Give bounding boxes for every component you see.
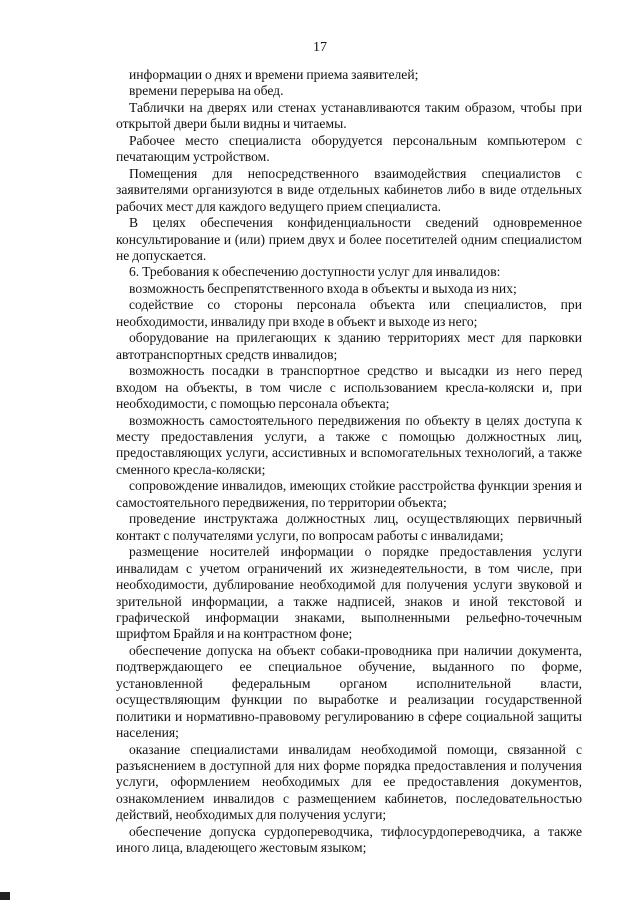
list-item: проведение инструктажа должностных лиц, осуществляющих первичный контакт с получателями услуги, по вопросам работы с инвалидами; [116, 511, 582, 543]
list-item: сопровождение инвалидов, имеющих стойкие расстройства функции зрения и самостоятельного передвижения, по территории объекта; [116, 478, 582, 510]
list-item: оборудование на прилегающих к зданию территориях мест для парковки автотранспортных средств инвалидов; [116, 330, 582, 362]
list-item: обеспечение допуска сурдопереводчика, тифлосурдопереводчика, а также иного лица, владеющего жестовым языком; [116, 823, 582, 856]
page-number: 17 [313, 40, 327, 55]
body-text [116, 67, 582, 857]
section-heading: 6. Требования к обеспечению доступности услуг для инвалидов: [129, 264, 501, 280]
paragraph-5: Помещения для непосредственного взаимодействия специалистов с заявителями организуются в виде отдельных кабинетов либо в виде отдельных рабочих мест для каждого ведущего прием специалиста. [116, 165, 582, 214]
scan-edge-mark [0, 892, 10, 900]
list-item: возможность самостоятельного передвижения по объекту в целях доступа к месту предоставления услуги, а также с помощью должностных лиц, предоставляющих услуги, ассистивных и вспомогательных технологий, а также сменного кресла-коляски; [116, 412, 582, 477]
list-item: обеспечение допуска на объект собаки-проводника при наличии документа, подтверждающего ее специальное обучение, выданного по форме, установленной федеральным органом исполнительной власти, осуществляющим функции по выработке и реализации государственной политики и нормативно-правовому регулированию в сфере социальной защиты населения; [116, 642, 582, 741]
paragraph-3: Таблички на дверях или стенах устанавливаются таким образом, чтобы при открытой двери были видны и читаемы. [116, 99, 582, 132]
paragraph-1: информации о днях и времени приема заявителей; [129, 67, 419, 82]
paragraph-6: В целях обеспечения конфиденциальности сведений одновременное консультирование и (или) прием двух и более посетителей одним специалистом не допускается. [116, 215, 582, 263]
list-item: возможность посадки в транспортное средство и высадки из него перед входом на объекты, в том числе с использованием кресла-коляски и, при необходимости, с помощью персонала объекта; [116, 363, 582, 412]
list-item: возможность беспрепятственного входа в объекты и выхода из них; [129, 280, 517, 296]
list-item: оказание специалистами инвалидам необходимой помощи, связанной с разъяснением в доступной для них форме порядка предоставления и получения услуги, оформлением необходимых для ее предоставления документов, ознакомлением инвалидов с размещением кабинетов, последовательностью действий, необходимых для получения услуги; [116, 741, 582, 823]
list-item: содействие со стороны персонала объекта или специалистов, при необходимости, инвалиду при входе в объект и выходе из него; [116, 297, 582, 329]
paragraph-2: времени перерыва на обед. [129, 83, 284, 99]
paragraph-4: Рабочее место специалиста оборудуется персональным компьютером с печатающим устройством. [116, 132, 582, 165]
list-item: размещение носителей информации о порядке предоставления услуги инвалидам с учетом ограничений их жизнедеятельности, в том числе, при необходимости, дублирование необходимой для получения услуги звуковой и зрительной информации, а также надписей, знаков и иной текстовой и графической информации знаками, выполненными рельефно-точечным шрифтом Брайля и на контрастном фоне; [116, 544, 582, 642]
